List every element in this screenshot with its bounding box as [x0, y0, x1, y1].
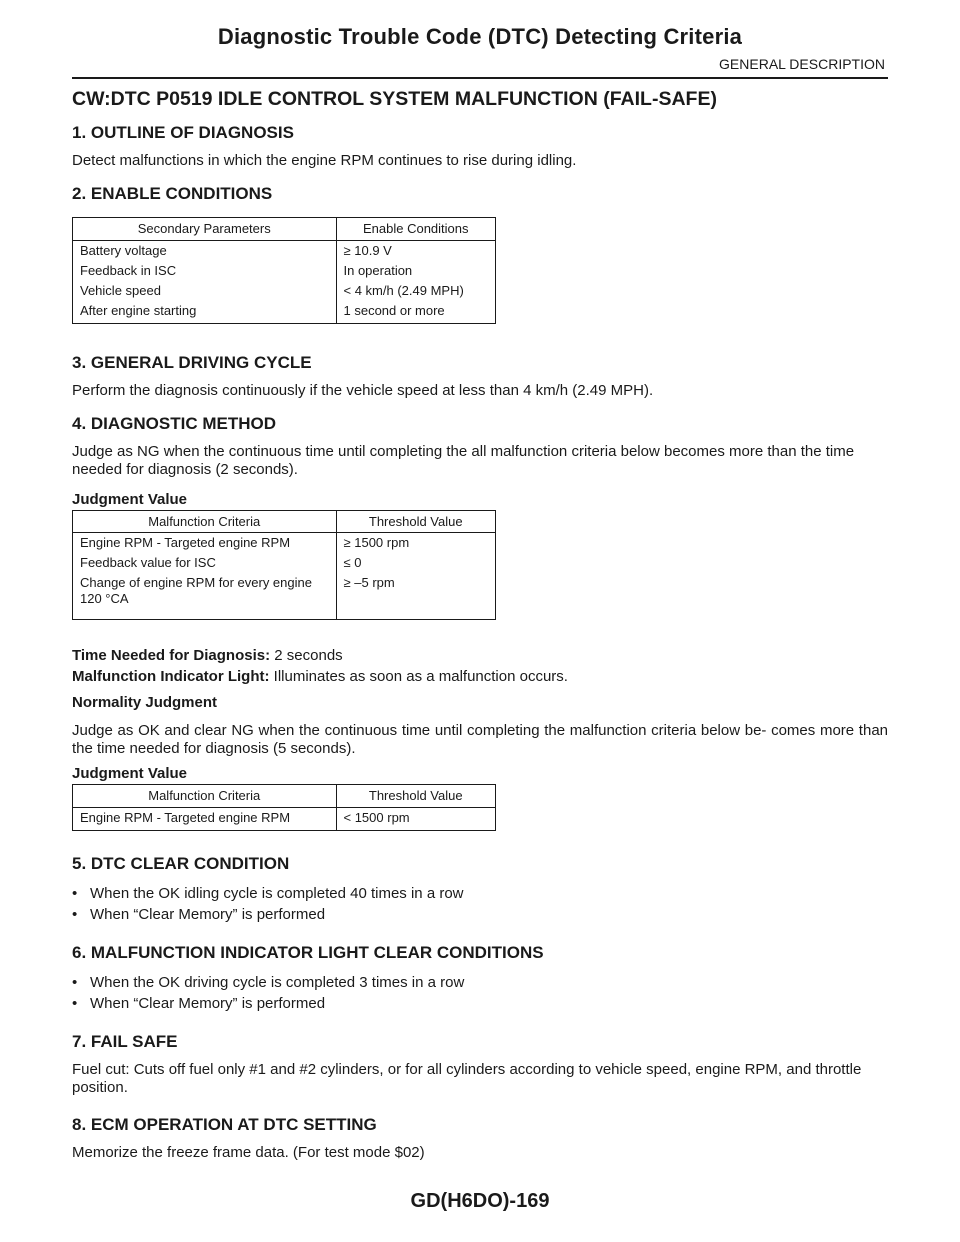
- list-item: • When the OK idling cycle is completed 40 times in a row: [72, 884, 464, 902]
- section-7-text: Fuel cut: Cuts off fuel only #1 and #2 cylinders, or for all cylinders according to vehicle speed, engine RPM, and throttle position.: [72, 1060, 862, 1096]
- time-needed-label: Time Needed for Diagnosis:: [72, 647, 271, 664]
- table-cell: Change of engine RPM for every engine 120 °CA: [80, 575, 312, 606]
- normality-judgment-text: Judge as OK and clear NG when the continuous time until completing the malfunction criteria below be- comes more than the time needed for diagnosis (5 seconds).: [72, 722, 888, 757]
- section-2-heading: 2. ENABLE CONDITIONS: [72, 184, 273, 203]
- table-row: [73, 281, 495, 301]
- page-header-section: GENERAL DESCRIPTION: [719, 56, 885, 72]
- section-1-heading: 1. OUTLINE OF DIAGNOSIS: [72, 123, 294, 142]
- table-row: [73, 301, 495, 323]
- table-row: [73, 533, 495, 554]
- mil-line: [72, 668, 888, 686]
- table-cell: Battery voltage: [80, 242, 167, 258]
- table-row: [73, 261, 495, 281]
- section-5-heading: 5. DTC CLEAR CONDITION: [72, 853, 290, 873]
- mil-label: Malfunction Indicator Light:: [72, 668, 270, 685]
- time-needed-value: 2 seconds: [270, 647, 343, 664]
- table-header: Threshold Value: [336, 511, 495, 533]
- table-row: [73, 573, 495, 619]
- section-1-text: Detect malfunctions in which the engine RPM continues to rise during idling.: [72, 152, 577, 169]
- table-cell: Feedback value for ISC: [80, 555, 216, 570]
- list-item: • When “Clear Memory” is performed: [72, 905, 326, 923]
- judgment-value-label-2: Judgment Value: [72, 765, 188, 782]
- page-header-title: Diagnostic Trouble Code (DTC) Detecting Criteria: [217, 24, 743, 49]
- table-row: [73, 240, 495, 261]
- table-row: [73, 553, 495, 573]
- table-cell: 1 second or more: [336, 301, 495, 323]
- table-cell: < 1500 rpm: [336, 807, 495, 830]
- mil-value: Illuminates as soon as a malfunction occurs.: [269, 668, 568, 685]
- malfunction-criteria-table: [72, 510, 496, 621]
- section-6-heading: 6. MALFUNCTION INDICATOR LIGHT CLEAR CONDITIONS: [72, 942, 544, 962]
- normality-criteria-table: [72, 784, 496, 831]
- section-4-text: Judge as NG when the continuous time until completing the all malfunction criteria below becomes more than the time needed for diagnosis (2 seconds).: [72, 442, 855, 478]
- section-8-text: Memorize the freeze frame data. (For test mode $02): [72, 1143, 425, 1161]
- normality-judgment-label: Normality Judgment: [72, 694, 218, 711]
- document-body: [72, 86, 888, 1162]
- table-cell: ≥ –5 rpm: [336, 573, 495, 619]
- table-cell: Engine RPM - Targeted engine RPM: [80, 535, 291, 550]
- list-item-text: When the OK idling cycle is completed 40 times in a row: [90, 884, 464, 902]
- table-cell: After engine starting: [80, 302, 197, 318]
- table-header: Threshold Value: [336, 785, 495, 807]
- header-divider: [72, 77, 888, 79]
- section-4-heading: 4. DIAGNOSTIC METHOD: [72, 413, 277, 433]
- table-cell: < 4 km/h (2.49 MPH): [336, 281, 495, 301]
- table-header: Malfunction Criteria: [73, 785, 336, 807]
- table-cell: ≤ 0: [336, 553, 495, 573]
- table-cell: ≥ 1500 rpm: [336, 533, 495, 554]
- list-item: • When “Clear Memory” is performed: [72, 994, 326, 1012]
- enable-conditions-table: [72, 217, 496, 324]
- section-7-heading: 7. FAIL SAFE: [72, 1031, 178, 1051]
- table-row: [73, 807, 495, 830]
- table-cell: Vehicle speed: [80, 282, 161, 298]
- dtc-title: CW:DTC P0519 IDLE CONTROL SYSTEM MALFUNCTION (FAIL-SAFE): [72, 88, 717, 110]
- table-cell: Feedback in ISC: [80, 262, 177, 278]
- table-header: Malfunction Criteria: [73, 511, 336, 533]
- table-header: Secondary Parameters: [73, 218, 336, 240]
- list-item: • When the OK driving cycle is completed 3 times in a row: [72, 973, 465, 991]
- table-cell: In operation: [336, 261, 495, 281]
- section-8-heading: 8. ECM OPERATION AT DTC SETTING: [72, 1114, 377, 1134]
- page-number: GD(H6DO)-169: [410, 1190, 550, 1212]
- table-header: Enable Conditions: [336, 218, 495, 240]
- list-item-text: When “Clear Memory” is performed: [90, 994, 326, 1012]
- list-item-text: When the OK driving cycle is completed 3 times in a row: [90, 973, 465, 991]
- time-needed-line: [72, 647, 888, 665]
- table-cell: Engine RPM - Targeted engine RPM: [80, 809, 291, 825]
- judgment-value-label: Judgment Value: [72, 490, 188, 508]
- section-3-heading: 3. GENERAL DRIVING CYCLE: [72, 352, 312, 372]
- list-item-text: When “Clear Memory” is performed: [90, 905, 326, 923]
- section-3-text: Perform the diagnosis continuously if the vehicle speed at less than 4 km/h (2.49 MPH).: [72, 381, 654, 399]
- table-cell: ≥ 10.9 V: [336, 240, 495, 261]
